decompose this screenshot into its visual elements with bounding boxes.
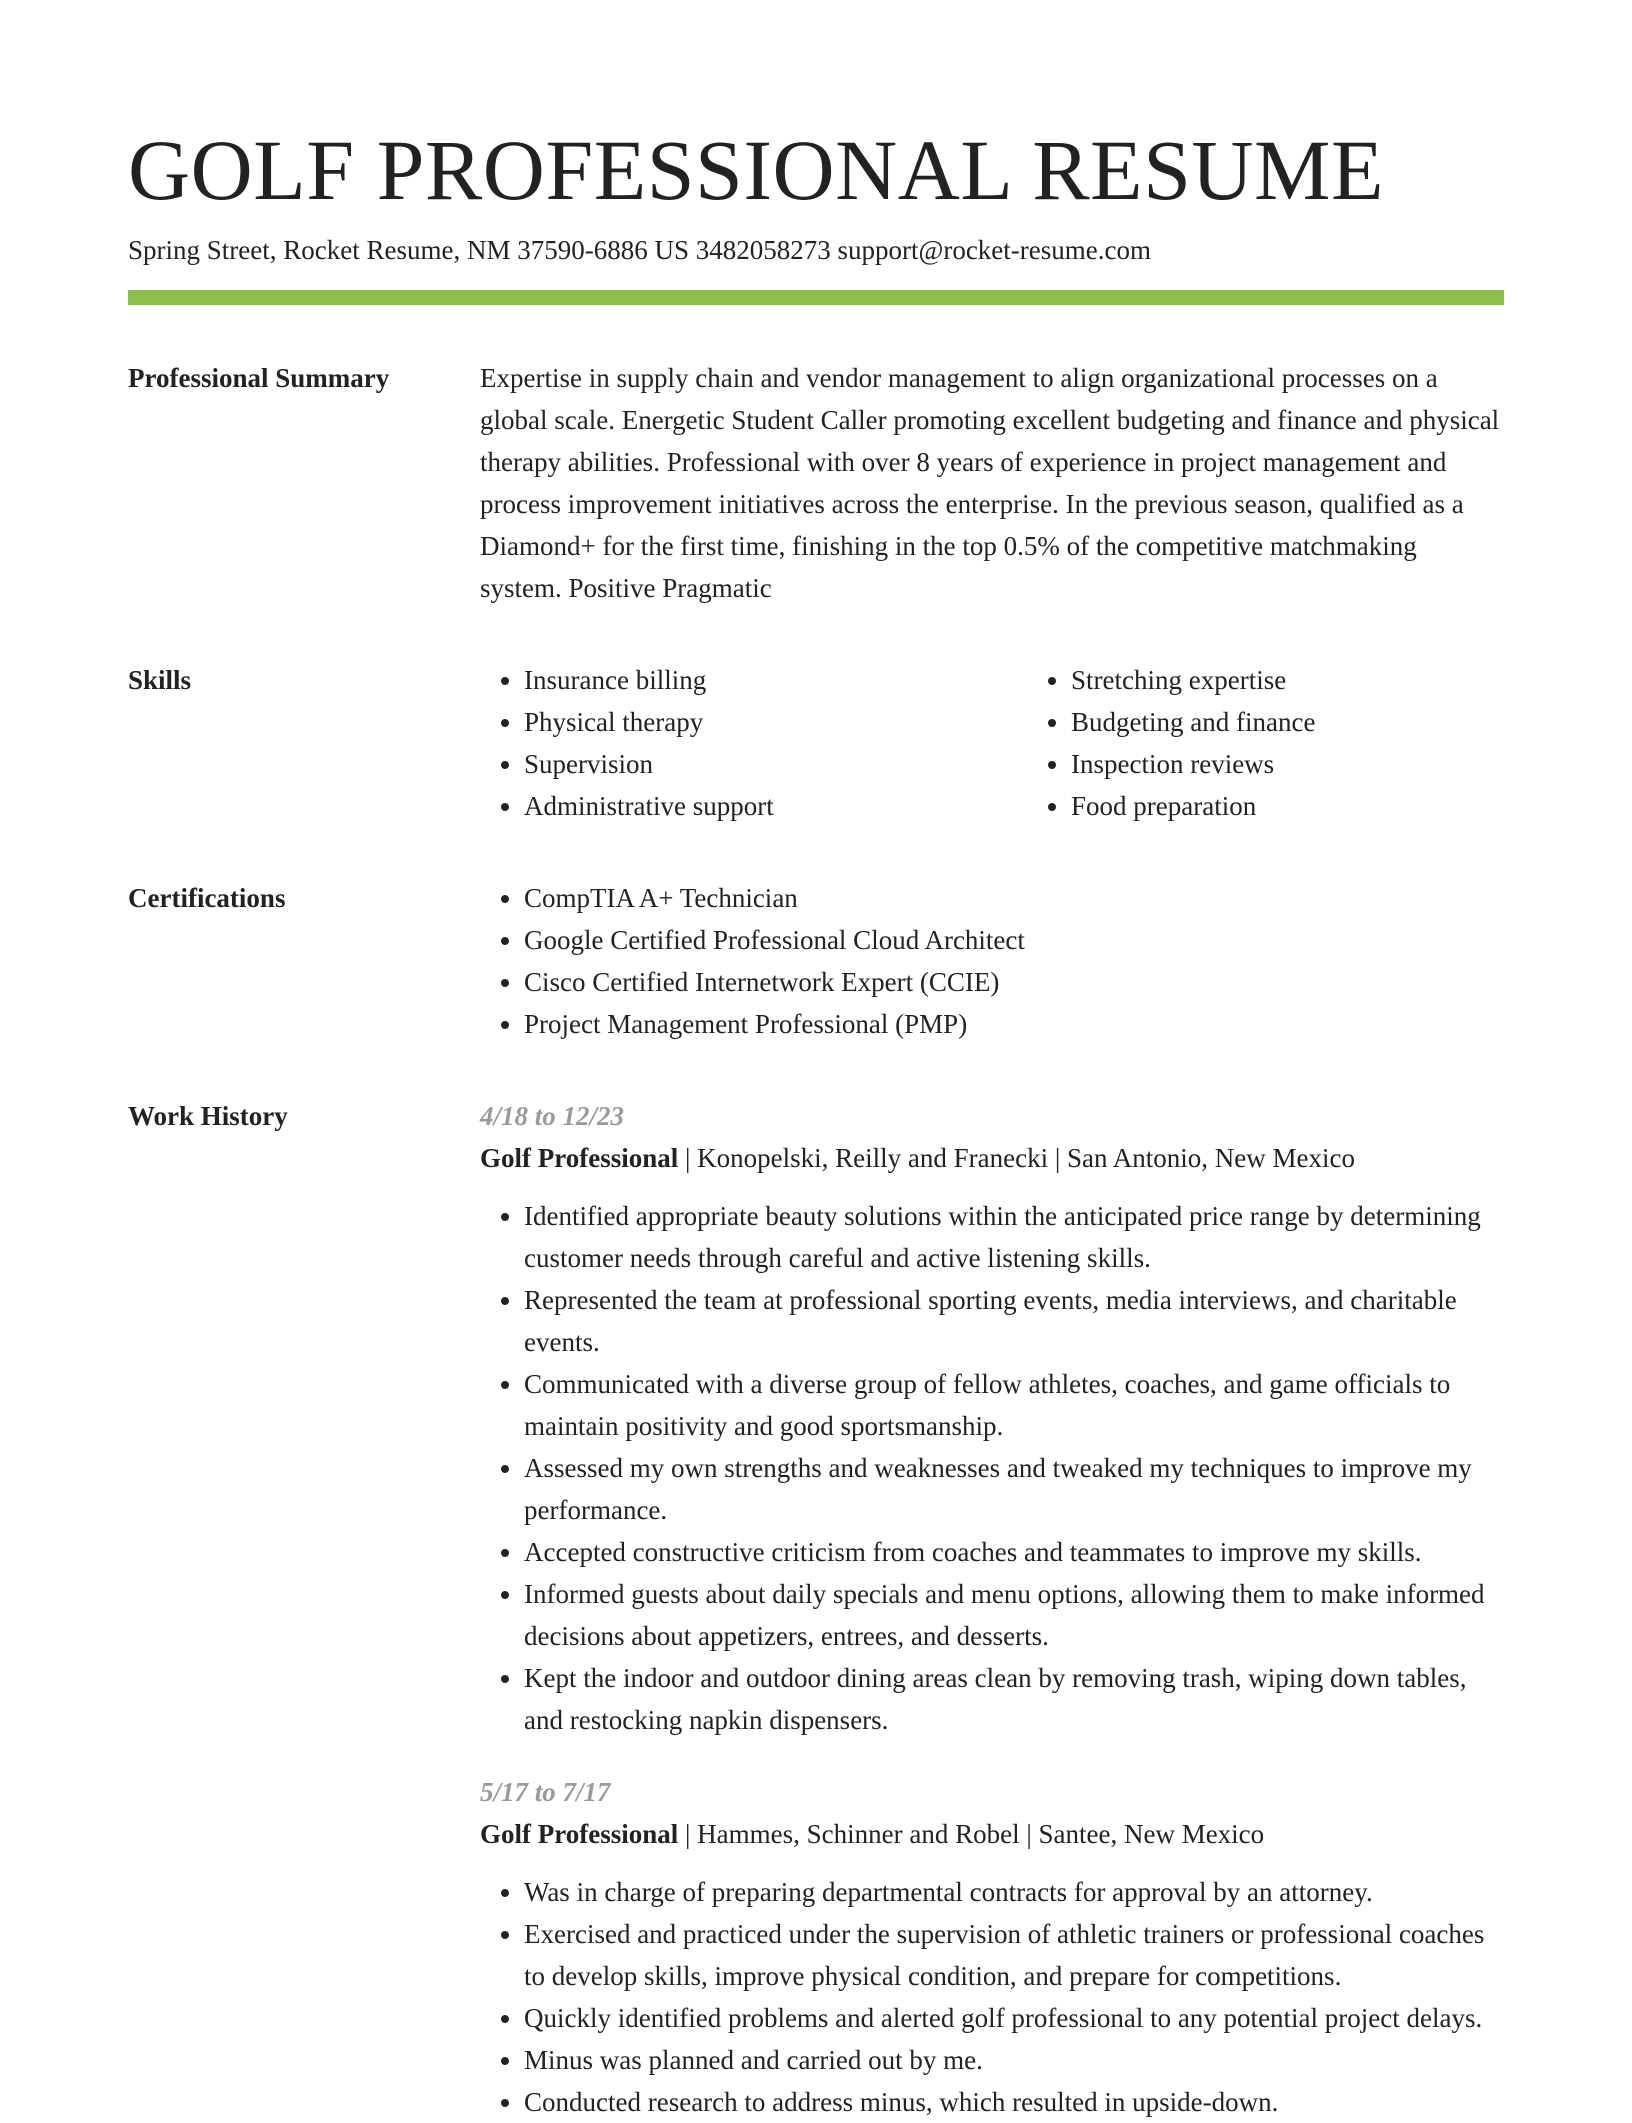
job-bullet: • Quickly identified problems and alerted golf professional to any potential project delays.	[524, 1997, 1504, 2039]
job-bullet: • Exercised and practiced under the supervision of athletic trainers or professional coaches to develop skills, improve physical condition, and prepare for competitions.	[524, 1913, 1504, 1997]
certification-item: • Project Management Professional (PMP)	[524, 1003, 1504, 1045]
skills-list-right	[1027, 659, 1574, 827]
skills-section	[128, 659, 1504, 827]
skill-item: • Insurance billing	[524, 659, 1027, 701]
skill-item: • Budgeting and finance	[1071, 701, 1574, 743]
skill-item: • Physical therapy	[524, 701, 1027, 743]
work-history-label: Work History	[128, 1101, 288, 1131]
certifications-label: Certifications	[128, 883, 286, 913]
skill-item: • Supervision	[524, 743, 1027, 785]
work-history-content	[480, 1095, 1504, 2123]
job-details: | Hammes, Schinner and Robel | Santee, New Mexico	[678, 1819, 1265, 1849]
job-bullet: • Kept the indoor and outdoor dining areas clean by removing trash, wiping down tables, and restocking napkin dispensers.	[524, 1657, 1504, 1741]
job-title: Golf Professional	[480, 1143, 679, 1173]
job-bullet: • Informed guests about daily specials and menu options, allowing them to make informed decisions about appetizers, entrees, and desserts.	[524, 1573, 1504, 1657]
certification-item: • CompTIA A+ Technician	[524, 877, 1504, 919]
skill-item: • Food preparation	[1071, 785, 1574, 827]
job-bullet: • Was in charge of preparing departmental contracts for approval by an attorney.	[524, 1871, 1504, 1913]
certifications-section	[128, 877, 1504, 1045]
certification-item: • Google Certified Professional Cloud Architect	[524, 919, 1504, 961]
job-heading	[480, 1137, 1504, 1179]
job-bullets	[480, 1195, 1504, 1741]
job-entry	[480, 1095, 1504, 1741]
job-bullet: • Identified appropriate beauty solutions within the anticipated price range by determining customer needs through careful and active listening skills.	[524, 1195, 1504, 1279]
job-title: Golf Professional	[480, 1819, 679, 1849]
work-history-section	[128, 1095, 1504, 2123]
skill-item: • Administrative support	[524, 785, 1027, 827]
resume-page	[128, 120, 1504, 2123]
skill-item: • Inspection reviews	[1071, 743, 1574, 785]
certifications-content	[480, 877, 1504, 1045]
job-bullet: • Accepted constructive criticism from coaches and teammates to improve my skills.	[524, 1531, 1504, 1573]
job-entry	[480, 1771, 1504, 2123]
job-bullet: • Assessed my own strengths and weaknesses and tweaked my techniques to improve my performance.	[524, 1447, 1504, 1531]
skill-item: • Stretching expertise	[1071, 659, 1574, 701]
job-bullet: • Represented the team at professional sporting events, media interviews, and charitable events.	[524, 1279, 1504, 1363]
skills-label: Skills	[128, 665, 192, 695]
job-bullets	[480, 1871, 1504, 2123]
resume-title: GOLF PROFESSIONAL RESUME	[128, 122, 1385, 218]
summary-label: Professional Summary	[128, 363, 390, 393]
certifications-list	[480, 877, 1504, 1045]
summary-text: Expertise in supply chain and vendor management to align organizational processes on a global scale. Energetic Student Caller promoting excellent budgeting and finance and physical therapy abilities. Professional with over 8 years of experience in project management and process improvement initiatives across the enterprise. In the previous season, qualified as a Diamond+ for the first time, finishing in the top 0.5% of the competitive matchmaking system. Positive Pragmatic	[480, 363, 1500, 603]
contact-line: Spring Street, Rocket Resume, NM 37590-6886 US 3482058273 support@rocket-resume.com	[128, 235, 1151, 265]
job-heading	[480, 1813, 1504, 1855]
job-bullet: • Conducted research to address minus, which resulted in upside-down.	[524, 2081, 1504, 2123]
job-dates: 4/18 to 12/23	[480, 1101, 625, 1131]
summary-section	[128, 357, 1504, 609]
job-bullet: • Minus was planned and carried out by me.	[524, 2039, 1504, 2081]
skills-list-left	[480, 659, 1027, 827]
skills-columns	[480, 659, 1574, 827]
job-dates: 5/17 to 7/17	[480, 1777, 611, 1807]
job-details: | Konopelski, Reilly and Franecki | San Antonio, New Mexico	[678, 1143, 1355, 1173]
certification-item: • Cisco Certified Internetwork Expert (CCIE)	[524, 961, 1504, 1003]
header-divider	[128, 290, 1504, 305]
job-bullet: • Communicated with a diverse group of fellow athletes, coaches, and game officials to maintain positivity and good sportsmanship.	[524, 1363, 1504, 1447]
